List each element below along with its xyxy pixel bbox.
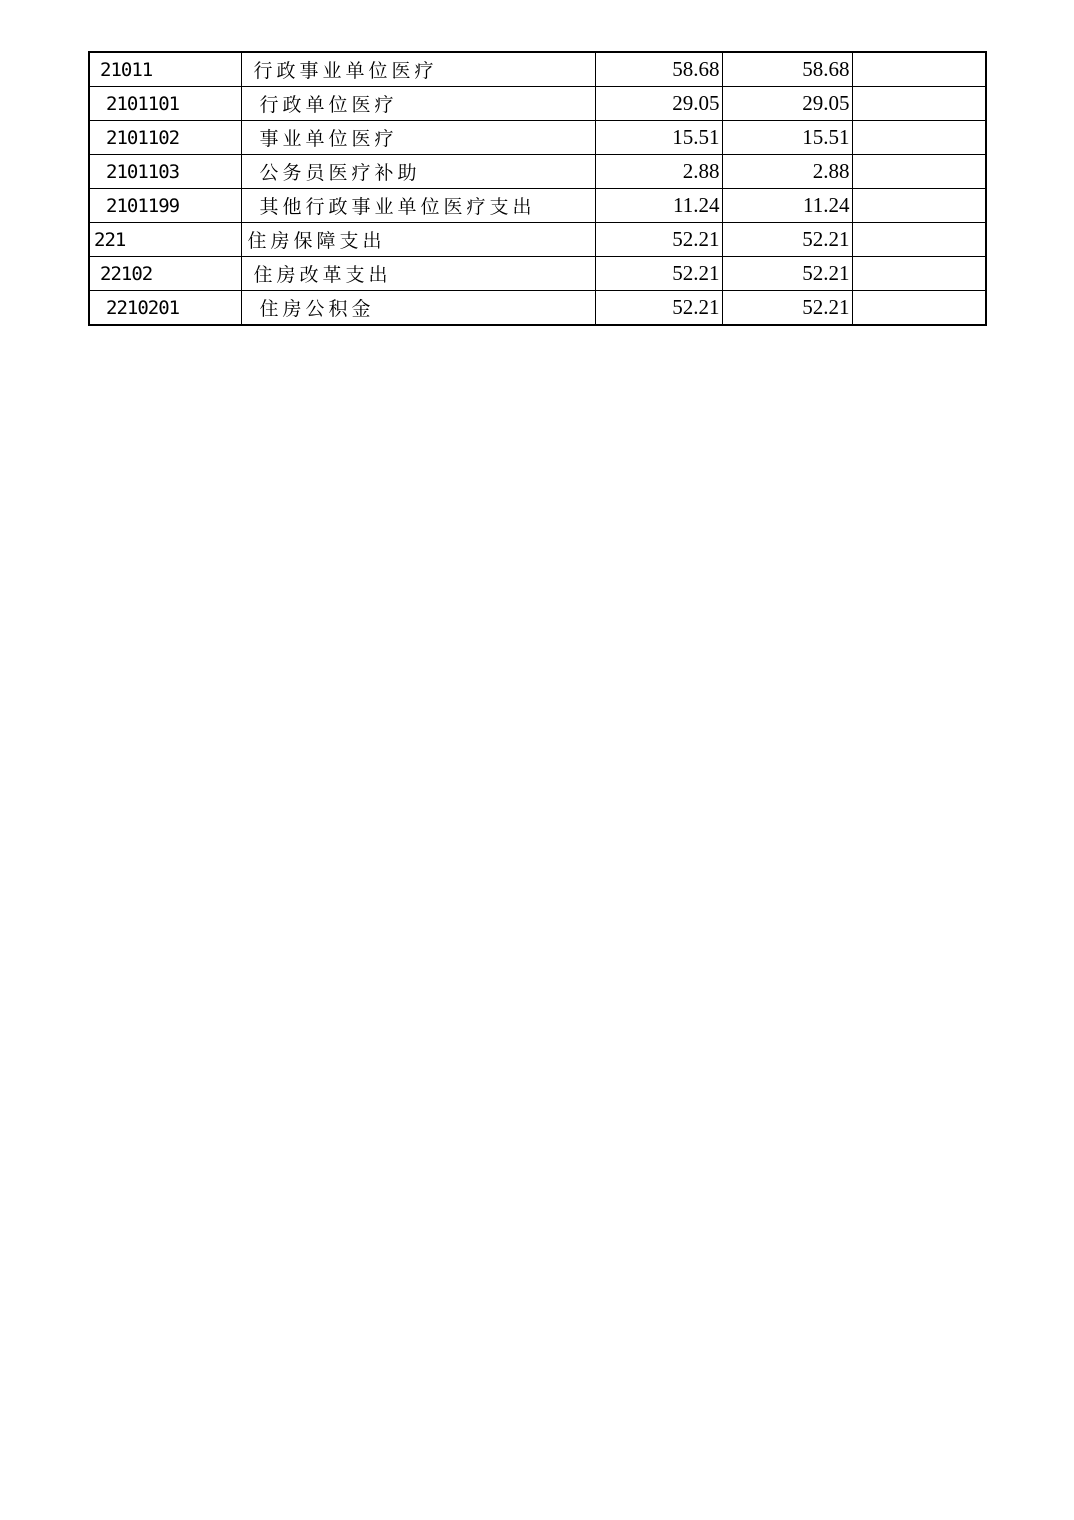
amount-basic: 52.21 — [722, 257, 852, 291]
subject-name: 行政事业单位医疗 — [241, 52, 595, 87]
amount-total: 2.88 — [595, 155, 722, 189]
amount-basic: 58.68 — [722, 52, 852, 87]
amount-total: 52.21 — [595, 291, 722, 326]
amount-project — [852, 87, 986, 121]
amount-project — [852, 155, 986, 189]
table-row — [89, 291, 986, 326]
amount-basic: 11.24 — [722, 189, 852, 223]
table-row — [89, 121, 986, 155]
amount-project — [852, 257, 986, 291]
amount-basic: 15.51 — [722, 121, 852, 155]
subject-name: 住房改革支出 — [241, 257, 595, 291]
amount-basic: 29.05 — [722, 87, 852, 121]
amount-basic: 52.21 — [722, 291, 852, 326]
subject-code: 221 — [89, 223, 241, 257]
amount-total: 15.51 — [595, 121, 722, 155]
subject-code: 22102 — [89, 257, 241, 291]
subject-name: 住房保障支出 — [241, 223, 595, 257]
budget-table — [88, 51, 987, 326]
table-row — [89, 223, 986, 257]
subject-name: 住房公积金 — [241, 291, 595, 326]
subject-code: 2101199 — [89, 189, 241, 223]
amount-total: 11.24 — [595, 189, 722, 223]
amount-total: 58.68 — [595, 52, 722, 87]
amount-total: 29.05 — [595, 87, 722, 121]
subject-code: 21011 — [89, 52, 241, 87]
subject-name: 公务员医疗补助 — [241, 155, 595, 189]
amount-project — [852, 223, 986, 257]
amount-total: 52.21 — [595, 223, 722, 257]
subject-code: 2101101 — [89, 87, 241, 121]
amount-project — [852, 121, 986, 155]
table-row — [89, 155, 986, 189]
amount-basic: 52.21 — [722, 223, 852, 257]
table-row — [89, 257, 986, 291]
subject-name: 行政单位医疗 — [241, 87, 595, 121]
table-row — [89, 189, 986, 223]
amount-project — [852, 52, 986, 87]
subject-code: 2101102 — [89, 121, 241, 155]
subject-code: 2210201 — [89, 291, 241, 326]
subject-code: 2101103 — [89, 155, 241, 189]
table-row — [89, 87, 986, 121]
subject-name: 其他行政事业单位医疗支出 — [241, 189, 595, 223]
amount-project — [852, 291, 986, 326]
table-row — [89, 52, 986, 87]
amount-basic: 2.88 — [722, 155, 852, 189]
amount-total: 52.21 — [595, 257, 722, 291]
subject-name: 事业单位医疗 — [241, 121, 595, 155]
amount-project — [852, 189, 986, 223]
